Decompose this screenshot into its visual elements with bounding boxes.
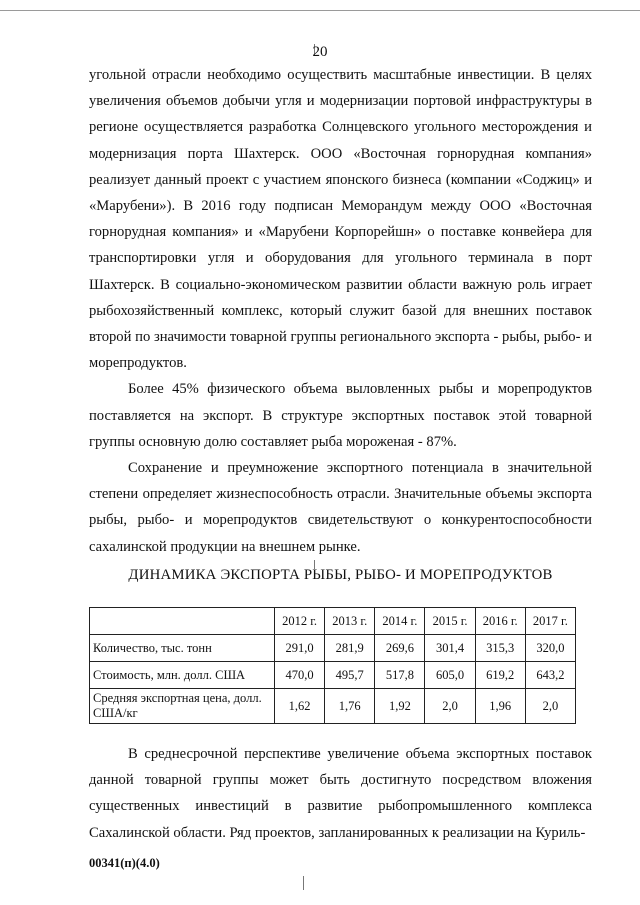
row-label: Средняя экспортная цена, долл. США/кг xyxy=(90,689,275,724)
table-header-cell: 2016 г. xyxy=(475,608,525,635)
table-cell: 605,0 xyxy=(425,662,475,689)
table-cell: 619,2 xyxy=(475,662,525,689)
table-header-cell: 2014 г. xyxy=(375,608,425,635)
table-cell: 2,0 xyxy=(525,689,575,724)
table-cell: 1,96 xyxy=(475,689,525,724)
table-row xyxy=(90,635,576,662)
table-row xyxy=(90,662,576,689)
table-cell: 495,7 xyxy=(325,662,375,689)
table-cell: 517,8 xyxy=(375,662,425,689)
text-block-bottom xyxy=(89,741,592,846)
scan-mark-bottom xyxy=(303,876,304,890)
table-cell: 643,2 xyxy=(525,662,575,689)
table-cell: 269,6 xyxy=(375,635,425,662)
table-header-cell xyxy=(90,608,275,635)
table-cell: 320,0 xyxy=(525,635,575,662)
table-cell: 301,4 xyxy=(425,635,475,662)
text-block-top xyxy=(89,62,592,560)
paragraph: В среднесрочной перспективе увеличение объема экспортных поставок данной товарной группы может быть достигнуто посредством вложения существенных инвестиций в развитие рыбопромышленного комплекса Сахалинской области. Ряд проектов, запланированных к реализации на Куриль- xyxy=(89,746,592,841)
table-cell: 1,76 xyxy=(325,689,375,724)
table-row xyxy=(90,689,576,724)
table-header-cell: 2013 г. xyxy=(325,608,375,635)
table-cell: 1,92 xyxy=(375,689,425,724)
table-title: ДИНАМИКА ЭКСПОРТА РЫБЫ, РЫБО- И МОРЕПРОДУКТОВ xyxy=(128,567,553,583)
paragraph: Более 45% физического объема выловленных рыбы и морепродуктов поставляется на экспорт. В структуре экспортных поставок этой товарной группы основную долю составляет рыба мороженая - 87%. xyxy=(89,381,592,450)
table-cell: 470,0 xyxy=(275,662,325,689)
table-header-cell: 2017 г. xyxy=(525,608,575,635)
page-number: 20 xyxy=(312,44,328,60)
scan-top-border xyxy=(0,10,640,11)
table-cell: 315,3 xyxy=(475,635,525,662)
table-header-cell: 2015 г. xyxy=(425,608,475,635)
table-cell: 281,9 xyxy=(325,635,375,662)
table-header-row xyxy=(90,608,576,635)
table-header-cell: 2012 г. xyxy=(275,608,325,635)
table-cell: 1,62 xyxy=(275,689,325,724)
paragraph: Сохранение и преумножение экспортного потенциала в значительной степени определяет жизнеспособность отрасли. Значительные объемы экспорта рыбы, рыбо- и морепродуктов свидетельствуют о конкурентоспособности сахалинской продукции на внешнем рынке. xyxy=(89,460,592,555)
paragraph: угольной отрасли необходимо осуществить масштабные инвестиции. В целях увеличения объемов добычи угля и модернизации портовой инфраструктуры в регионе осуществляется разработка Солнцевского угольного месторождения и модернизация порта Шахтерск. ООО «Восточная горнорудная компания» реализует данный проект с участием японского бизнеса (компании «Соджиц» и «Марубени»). В 2016 году подписан Меморандум между ООО «Восточная горнорудная компания» и «Марубени Корпорейшн» о поставке конвейера для транспортировки угля и оборудования для угольного терминала в порт Шахтерск. В социально-экономическом развитии области важную роль играет рыбохозяйственный комплекс, который служит базой для внешних поставок второй по значимости товарной группы регионального экспорта - рыбы, рыбо- и морепродуктов. xyxy=(89,67,592,372)
table-cell: 2,0 xyxy=(425,689,475,724)
export-dynamics-table xyxy=(89,607,576,724)
document-code: 00341(п)(4.0) xyxy=(89,856,160,870)
table-cell: 291,0 xyxy=(275,635,325,662)
row-label: Стоимость, млн. долл. США xyxy=(90,662,275,689)
row-label: Количество, тыс. тонн xyxy=(90,635,275,662)
